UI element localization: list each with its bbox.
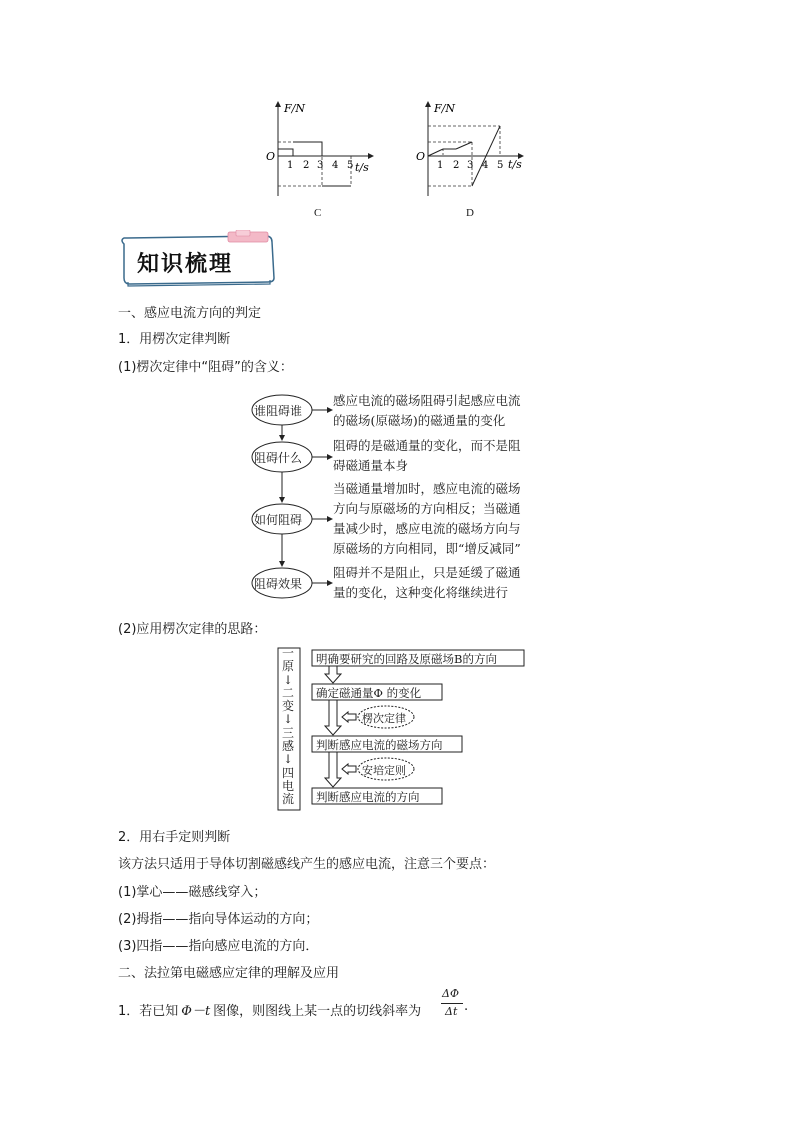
text-line: 方向与原磁场的方向相反；当磁通 [333,501,521,516]
side-char: 变 [281,699,294,714]
tick-4: 4 [332,160,339,171]
point-item: (1)掌心——磁感线穿入； [118,885,267,900]
tick-5: 5 [347,160,354,171]
section-heading: 一、感应电流方向的判定 [118,306,262,321]
flow-box-3: 判断感应电流的磁场方向 [316,738,443,752]
caption-c: C [314,207,322,219]
y-axis-label: F/N [284,102,305,115]
mindmap-node-how: 如何阻碍 [254,513,303,527]
text-line: 量减少时，感应电流的磁场方向与 [333,521,521,536]
formula-line [118,1000,421,1019]
fraction-numerator: ΔΦ [442,987,459,1000]
tick-1: 1 [287,160,294,171]
flow-box-2: 确定磁通量Φ 的变化 [316,686,422,700]
section-heading: 二、法拉第电磁感应定律的理解及应用 [118,966,340,981]
side-arrow: ↓ [282,712,294,727]
side-char: 电 [281,778,294,793]
tick-2: 2 [453,160,460,171]
point-item: (3)四指——指向感应电流的方向． [118,939,319,954]
fraction-denominator: Δt [445,1005,458,1018]
flow-box-1: 明确要研究的回路及原磁场B的方向 [316,652,497,666]
text-line: 当磁通量增加时，感应电流的磁场 [333,481,521,496]
mindmap-text-effect [333,563,548,603]
graph-d [408,96,528,206]
item-label: (1)楞次定律中“阻碍”的含义： [118,360,293,375]
tick-5: 5 [497,160,504,171]
flow-side-labels [280,647,296,807]
paragraph: 该方法只适用于导体切割磁感线产生的感应电流，注意三个要点： [118,857,496,872]
x-axis-label: t/s [355,161,369,174]
graph-c [258,96,378,206]
mindmap-diagram [240,386,340,606]
tick-2: 2 [303,160,310,171]
flow-law-ampere: 安培定则 [362,764,406,777]
period: . [464,999,469,1014]
origin-label: O [416,150,426,163]
text-line: 感应电流的磁场阻碍引起感应电流 [333,393,521,408]
text-prefix: 1．若已知 [118,1004,179,1019]
point-item: (2)拇指——指向导体运动的方向； [118,912,319,927]
caption-d: D [466,207,474,219]
side-char: 流 [281,792,294,807]
mindmap-node-effect: 阻碍效果 [254,577,303,591]
text-line: 阻碍并不是阻止，只是延缓了磁通 [333,565,521,580]
side-arrow: ↓ [282,752,294,767]
mindmap-text-how [333,479,548,559]
side-char: 三 [281,725,294,740]
mindmap-node-what: 阻碍什么 [254,451,303,465]
fraction-bar [441,1003,463,1004]
flow-box-4: 判断感应电流的方向 [316,790,420,804]
side-char: 感 [281,739,294,754]
side-char: 原 [281,659,294,674]
side-char: 四 [281,765,294,780]
text-line: 量的变化，这种变化将继续进行 [333,585,509,600]
subheading: 1．用楞次定律判断 [118,332,231,347]
tick-1: 1 [437,160,444,171]
item-label: (2)应用楞次定律的思路： [118,622,267,637]
tick-3: 3 [317,160,324,171]
text-line: 原磁场的方向相同，即“增反减同” [333,541,521,556]
text-line: 碍磁通量本身 [333,458,409,473]
x-axis-label: t/s [508,158,522,171]
origin-label: O [266,150,276,163]
text-line: 的磁场(原磁场)的磁通量的变化 [333,413,506,428]
text-line: 阻碍的是磁通量的变化，而不是阻 [333,438,521,453]
side-char: 二 [281,685,294,700]
tick-4: 4 [482,160,489,171]
section-banner-title: 知识梳理 [137,252,234,277]
side-arrow: ↓ [282,672,294,687]
y-axis-label: F/N [434,102,455,115]
flow-law-lenz: 楞次定律 [362,712,406,725]
mindmap-text-who [333,391,548,431]
subheading: 2．用右手定则判断 [118,830,231,845]
tick-3: 3 [467,160,474,171]
mindmap-node-who: 谁阻碍谁 [254,404,303,418]
text-suffix: 图像，则图线上某一点的切线斜率为 [213,1004,422,1019]
mindmap-text-what [333,436,548,476]
math-phi-t: Φ－t [181,1004,211,1019]
side-char: 一 [281,646,294,660]
